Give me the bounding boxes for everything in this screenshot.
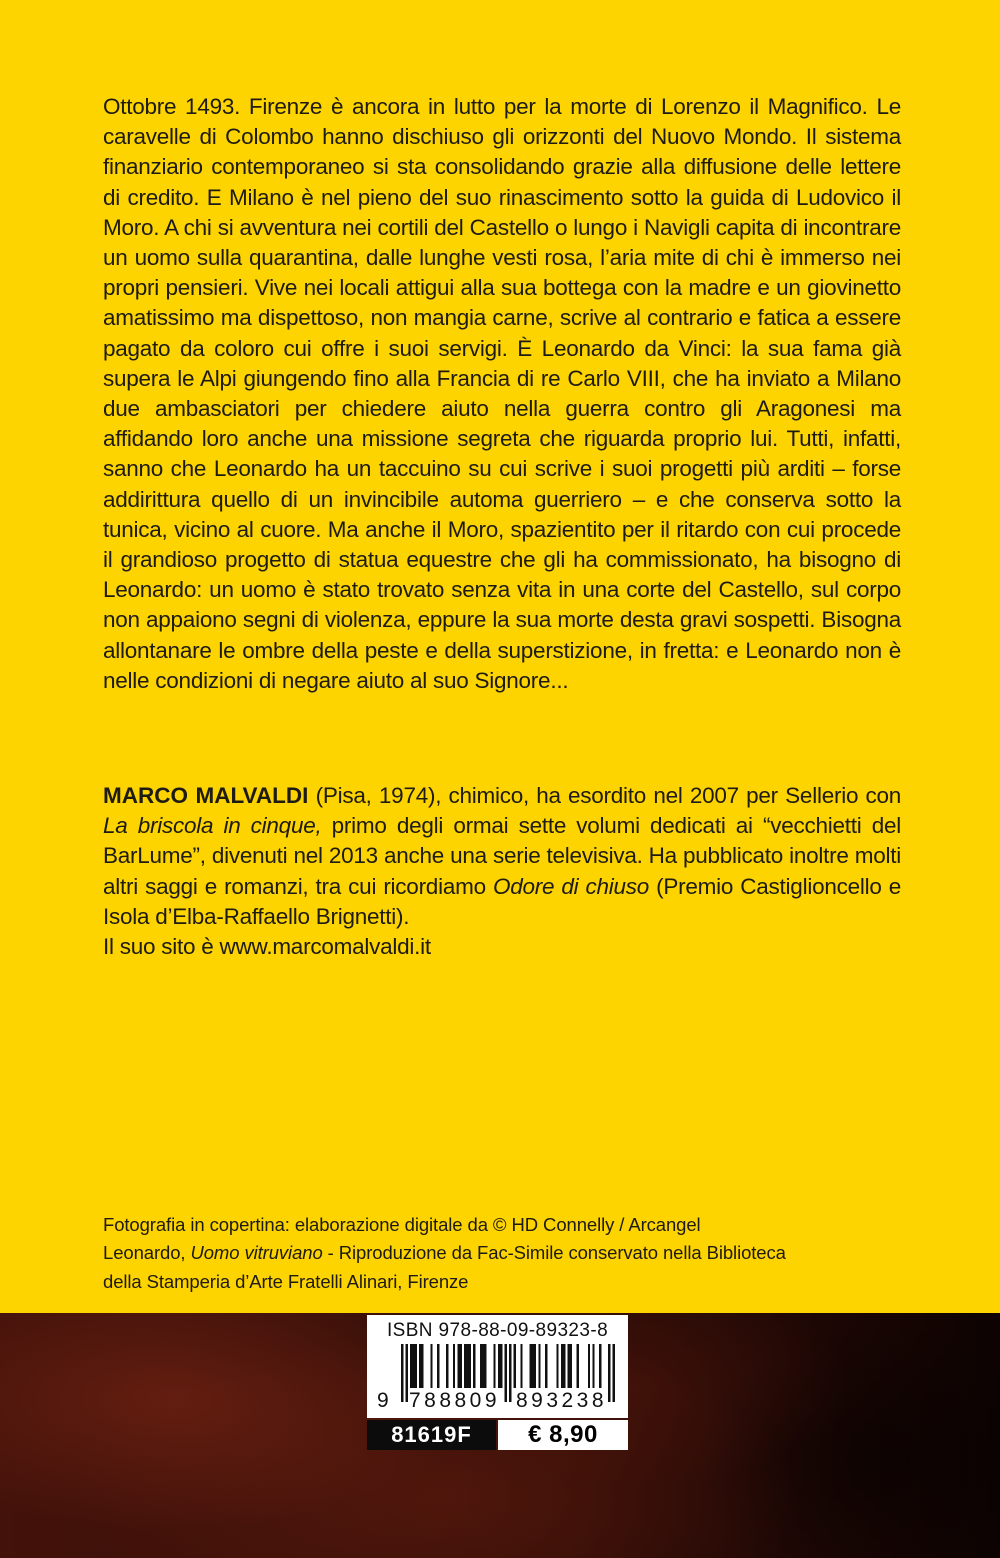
credits-line-3: della Stamperia d’Arte Fratelli Alinari, Firenze [103, 1270, 469, 1292]
price: € 8,90 [498, 1420, 628, 1450]
credits-text: - Riproduzione da Fac-Simile conservato nella Biblioteca [322, 1242, 786, 1264]
publisher-code: 81619F [367, 1420, 496, 1450]
author-name: MARCO MALVALDI [103, 783, 309, 808]
ean13-barcode [377, 1344, 615, 1412]
bio-text: (Pisa, 1974), chimico, ha esordito nel 2007 per Sellerio con [308, 783, 901, 808]
photo-credits [103, 1211, 863, 1296]
barcode-digit-lead: 9 [377, 1389, 389, 1412]
credits-line-2 [103, 1239, 863, 1267]
bottom-texture-band [0, 1313, 1000, 1558]
bio-text: (Premio Castiglioncello e Isola d’Elba-Raffaello Brignetti). [103, 873, 902, 929]
artwork-title: Uomo vitruviano [190, 1242, 323, 1264]
author-bio [103, 781, 901, 962]
barcode-digits-left: 788809 [408, 1389, 501, 1412]
label-bottom-row [367, 1420, 628, 1450]
synopsis-text: Ottobre 1493. Firenze è ancora in lutto per la morte di Lorenzo il Magnifico. Le caravelle di Colombo hanno dischiuso gli orizzonti del Nuovo Mondo. Il sistema finanziario contemporaneo si sta consolidando grazie alla diffusione delle lettere di credito. E Milano è nel pieno del suo rinascimento sotto la guida di Ludovico il Moro. A chi si avventura nei cortili del Castello o lungo i Navigli capita di incontrare un uomo sulla quarantina, dalle lunghe vesti rosa, l’aria mite di chi è immerso nei propri pensieri. Vive nei locali attigui alla sua bottega con la madre e un giovinetto amatissimo ma dispettoso, non mangia carne, scrive al contrario e fatica a essere pagato da coloro cui offre i suoi servigi. È Leonardo da Vinci: la sua fama già supera le Alpi giungendo fino alla Francia di re Carlo VIII, che ha inviato a Milano due ambasciatori per chiedere aiuto nella guerra contro gli Aragonesi ma affidando loro anche una missione segreta che riguarda proprio lui. Tutti, infatti, sanno che Leonardo ha un taccuino su cui scrive i suoi progetti più arditi – forse addirittura quello di un invincibile automa guerriero – e che conserva sotto la tunica, vicino al cuore. Ma anche il Moro, spazientito per il ritardo con cui procede il grandioso progetto di statua equestre che gli ha commissionato, ha bisogno di Leonardo: un uomo è stato trovato senza vita in una corte del Castello, sul corpo non appaiono segni di violenza, eppure la sua morte desta gravi sospetti. Bisogna allontanare le ombre della peste e della superstizione, in fretta: e Leonardo non è nelle condizioni di negare aiuto al suo Signore... [103, 94, 901, 693]
isbn-label-main [367, 1315, 628, 1418]
isbn-label [367, 1315, 628, 1450]
barcode-digits-right: 893238 [515, 1389, 608, 1412]
book-title-briscola: La briscola in cinque, [103, 813, 322, 839]
book-title-odore: Odore di chiuso [492, 873, 650, 899]
credits-text: Leonardo, [103, 1242, 191, 1264]
bio-text: primo degli ormai sette volumi dedicati ai “vecchietti del BarLume”, divenuti nel 2013 anche una serie televisiva. Ha pubblicato inoltre molti altri saggi e romanzi, tra cui ricordiamo [103, 813, 901, 899]
author-website: Il suo sito è www.marcomalvaldi.it [103, 934, 431, 960]
credits-line-1: Fotografia in copertina: elaborazione digitale da © HD Connelly / Arcangel [103, 1214, 701, 1235]
isbn-number: ISBN 978-88-09-89323-8 [386, 1320, 609, 1341]
